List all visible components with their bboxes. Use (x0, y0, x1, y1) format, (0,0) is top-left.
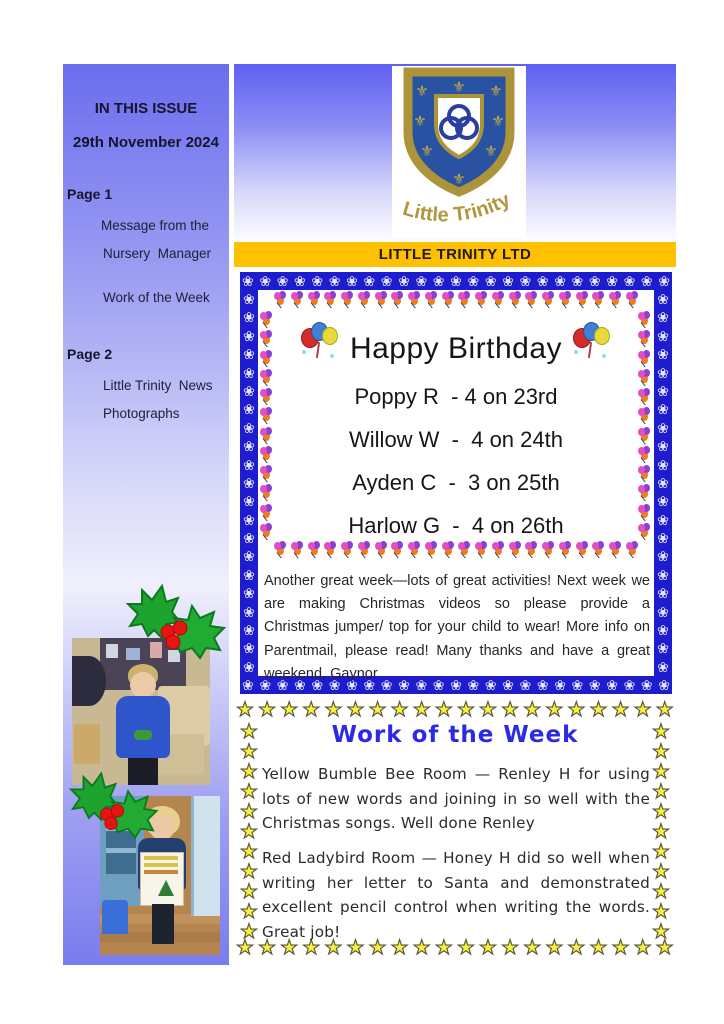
holly-icon-bottom (62, 762, 162, 840)
svg-text:⚜: ⚜ (484, 142, 498, 160)
work-of-week-box (234, 698, 676, 962)
star-border-right: ★ ★ ★ ★ ★ ★ ★ ★ ★ ★ ★ (652, 721, 670, 943)
manager-message: Another great week—lots of great activities! Next week we are making Christmas videos so please provide a Christmas jumper/ top for your child to wear! More info on Parentmail, please read! Many thanks and have a great weekend, Gaynor (264, 573, 650, 682)
svg-text:⚜: ⚜ (413, 112, 427, 130)
svg-text:⚜: ⚜ (491, 112, 505, 130)
toc-item-photos: Photographs (103, 406, 180, 421)
svg-text:⚜: ⚜ (452, 78, 466, 96)
flower-border-bottom: ❀ ❀ ❀ ❀ ❀ ❀ ❀ ❀ ❀ ❀ ❀ ❀ ❀ ❀ ❀ ❀ ❀ ❀ ❀ ❀ ❀ ❀ ❀ ❀ ❀ (242, 677, 670, 693)
star-border-bottom: ★ ★ ★ ★ ★ ★ ★ ★ ★ ★ ★ ★ ★ ★ ★ ★ ★ ★ ★ ★ (236, 937, 674, 959)
work-paragraph-red-room: Red Ladybird Room — Honey H did so well when writing her letter to Santa and demonstrated excellent pencil control when writing the words. Great job! (262, 849, 650, 941)
logo-caption: Little Trinity (400, 188, 514, 227)
star-border-left: ★ ★ ★ ★ ★ ★ ★ ★ ★ ★ ★ (240, 721, 258, 943)
issue-date: 29th November 2024 (73, 134, 219, 151)
birthday-entry: Willow W - 4 on 24th (349, 427, 563, 452)
logo (392, 66, 526, 238)
toc-item-message: Message from the (101, 218, 210, 233)
work-title: Work of the Week (331, 722, 579, 748)
svg-text:⚜: ⚜ (415, 82, 429, 100)
work-paragraph-yellow-room: Yellow Bumble Bee Room — Renley H for using lots of new words and joining in so well with the Christmas songs. Well done Renley (262, 765, 650, 833)
toc-item-manager: Nursery Manager (103, 246, 212, 261)
title-banner (234, 242, 676, 267)
flower-border-right: ❀ ❀ ❀ ❀ ❀ ❀ ❀ ❀ ❀ ❀ ❀ ❀ ❀ ❀ ❀ ❀ ❀ ❀ ❀ ❀ ❀ (657, 291, 669, 675)
balloon-frame (260, 292, 652, 558)
banner-text: LITTLE TRINITY LTD (378, 246, 532, 263)
star-border-top: ★ ★ ★ ★ ★ ★ ★ ★ ★ ★ ★ ★ ★ ★ ★ ★ ★ ★ ★ ★ (236, 699, 674, 721)
shield-logo-icon (392, 66, 526, 238)
toc-item-news: Little Trinity News (103, 378, 213, 393)
flower-border-top: ❀ ❀ ❀ ❀ ❀ ❀ ❀ ❀ ❀ ❀ ❀ ❀ ❀ ❀ ❀ ❀ ❀ ❀ ❀ ❀ ❀ ❀ ❀ ❀ ❀ (242, 273, 670, 289)
balloon-border-bottom (274, 542, 638, 558)
birthday-box (240, 272, 672, 694)
svg-text:⚜: ⚜ (489, 82, 503, 100)
holly-icon-top (118, 574, 230, 660)
birthday-inner (258, 290, 654, 682)
svg-text:⚜: ⚜ (420, 142, 434, 160)
issue-heading: IN THIS ISSUE (94, 100, 198, 117)
flower-border-left: ❀ ❀ ❀ ❀ ❀ ❀ ❀ ❀ ❀ ❀ ❀ ❀ ❀ ❀ ❀ ❀ ❀ ❀ ❀ ❀ ❀ (243, 291, 255, 675)
birthday-entry: Ayden C - 3 on 25th (352, 470, 560, 495)
birthday-entry: Harlow G - 4 on 26th (348, 513, 564, 538)
toc-item-work: Work of the Week (103, 290, 210, 305)
page2-label: Page 2 (67, 346, 113, 362)
page1-label: Page 1 (67, 186, 113, 202)
birthday-title: Happy Birthday (349, 332, 563, 365)
birthday-entry: Poppy R - 4 on 23rd (354, 384, 558, 409)
svg-text:⚜: ⚜ (452, 170, 466, 188)
balloon-border-top (274, 292, 638, 308)
